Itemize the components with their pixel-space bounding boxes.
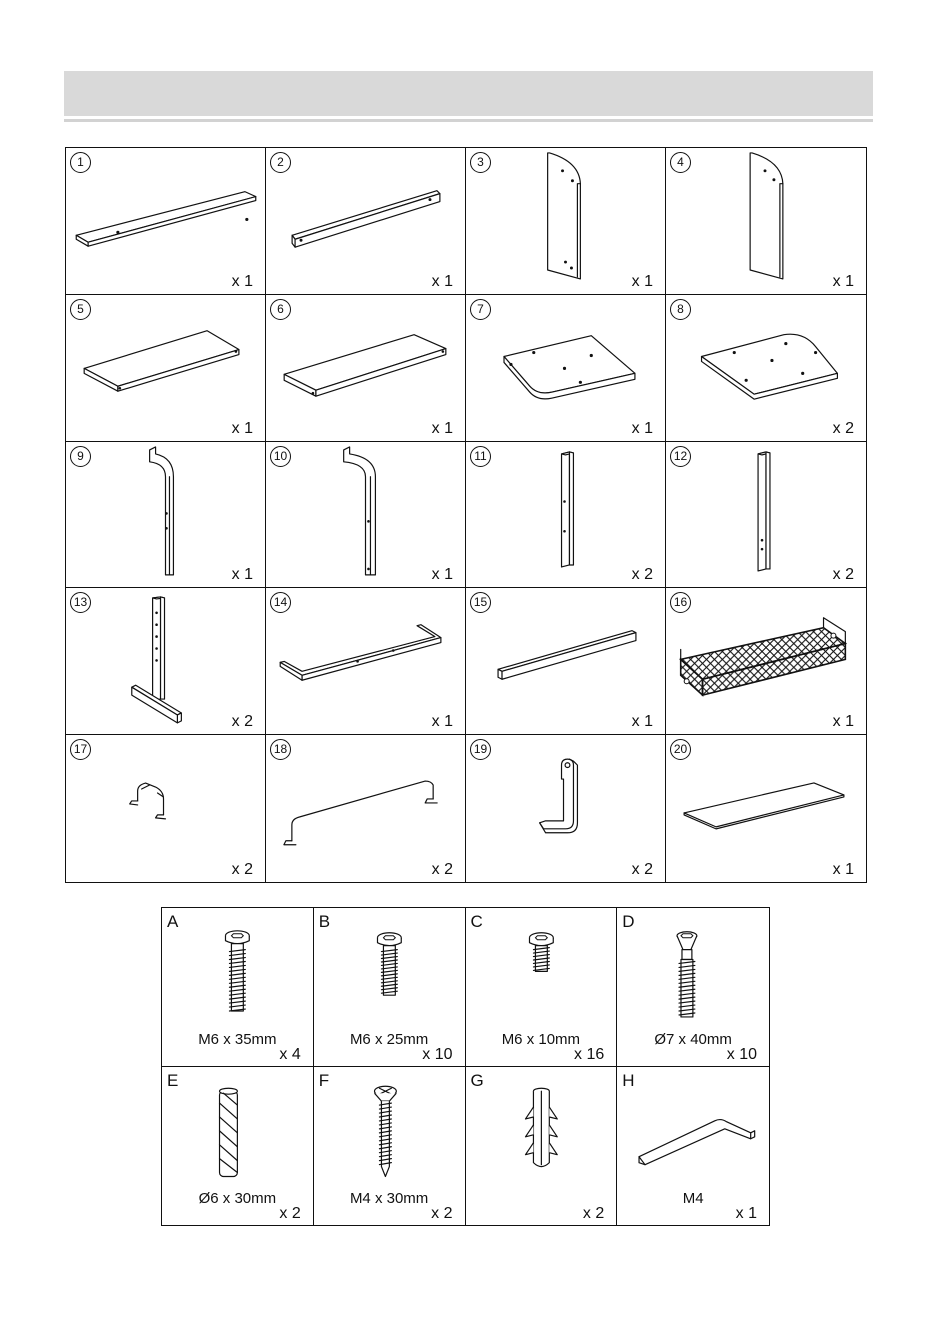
- part-quantity: x 1: [631, 419, 653, 437]
- hardware-letter: D: [622, 912, 635, 931]
- part-cell-20: [666, 735, 866, 882]
- part-cell-1: [66, 148, 266, 295]
- hardware-quantity: x 2: [279, 1205, 301, 1222]
- part-quantity: x 1: [832, 713, 854, 731]
- hardware-quantity: x 1: [735, 1205, 757, 1222]
- part-quantity: x 1: [231, 419, 253, 437]
- hardware-quantity: x 2: [431, 1205, 453, 1222]
- hardware-size: Ø7 x 40mm: [654, 1031, 732, 1048]
- part-number: 10: [270, 446, 291, 467]
- part-quantity: x 2: [631, 861, 653, 878]
- part-cell-4: [666, 148, 866, 295]
- part-number: 5: [70, 299, 91, 320]
- part-cell-16: [666, 588, 866, 735]
- part-cell-18: [266, 735, 466, 882]
- part-cell-2: [266, 148, 466, 295]
- part-quantity: x 1: [832, 861, 854, 878]
- hardware-letter: B: [318, 912, 331, 931]
- part-number: 2: [270, 152, 291, 173]
- part-number: 16: [670, 592, 691, 613]
- hardware-cell-a: [162, 908, 314, 1067]
- part-quantity: x 1: [431, 272, 453, 290]
- hardware-letter: H: [622, 1070, 635, 1090]
- part-quantity: x 1: [431, 419, 453, 437]
- hardware-cell-b: [314, 908, 466, 1067]
- hardware-letter: G: [470, 1070, 484, 1090]
- part-cell-3: [466, 148, 666, 295]
- part-cell-8: [666, 295, 866, 442]
- part-number: 18: [270, 739, 291, 760]
- part-cell-6: [266, 295, 466, 442]
- part-quantity: x 1: [631, 272, 653, 290]
- hardware-letter: E: [167, 1070, 179, 1090]
- hardware-cell-h: [617, 1067, 769, 1226]
- part-quantity: x 2: [231, 861, 253, 878]
- small-handle-icon: [66, 735, 265, 882]
- hardware-size: M6 x 10mm: [501, 1031, 581, 1048]
- part-number: 14: [270, 592, 291, 613]
- part-quantity: x 1: [231, 272, 253, 290]
- hardware-letter: C: [470, 912, 483, 931]
- part-number: 9: [70, 446, 91, 467]
- hardware-cell-c: [466, 908, 618, 1067]
- section-header-bar: [64, 71, 873, 116]
- hardware-letter: F: [318, 1070, 330, 1090]
- part-quantity: x 2: [832, 419, 854, 437]
- hardware-quantity: x 10: [726, 1045, 757, 1063]
- hardware-quantity: x 4: [279, 1045, 301, 1063]
- part-cell-5: [66, 295, 266, 442]
- part-number: 20: [670, 739, 691, 760]
- hardware-cell-g: [466, 1067, 618, 1226]
- part-number: 7: [470, 299, 491, 320]
- hardware-size: M6 x 25mm: [349, 1031, 429, 1048]
- part-cell-14: [266, 588, 466, 735]
- part-number: 15: [470, 592, 491, 613]
- header-divider: [64, 119, 873, 122]
- part-number: 6: [270, 299, 291, 320]
- hardware-size: M4 x 30mm: [349, 1189, 429, 1207]
- part-quantity: x 1: [832, 272, 854, 290]
- hardware-size: Ø6 x 30mm: [198, 1189, 277, 1207]
- part-number: 1: [70, 152, 91, 173]
- part-quantity: x 2: [631, 566, 653, 584]
- hardware-cell-f: [314, 1067, 466, 1226]
- part-number: 17: [70, 739, 91, 760]
- hardware-quantity: x 16: [574, 1045, 605, 1063]
- part-quantity: x 1: [631, 713, 653, 731]
- part-number: 3: [470, 152, 491, 173]
- part-cell-9: [66, 442, 266, 589]
- part-number: 19: [470, 739, 491, 760]
- part-quantity: x 2: [231, 713, 253, 731]
- part-cell-12: [666, 442, 866, 589]
- part-quantity: x 1: [231, 566, 253, 584]
- parts-list-grid: [65, 147, 867, 883]
- hardware-cell-d: [617, 908, 769, 1067]
- hardware-list-grid: [161, 907, 770, 1226]
- part-quantity: x 1: [431, 566, 453, 584]
- mat-icon: [666, 735, 866, 882]
- part-cell-10: [266, 442, 466, 589]
- long-handle-icon: [266, 735, 465, 882]
- wall-plug-icon: [466, 1067, 617, 1226]
- part-number: 8: [670, 299, 691, 320]
- part-number: 4: [670, 152, 691, 173]
- part-cell-15: [466, 588, 666, 735]
- hardware-quantity: x 10: [422, 1045, 453, 1063]
- part-cell-11: [466, 442, 666, 589]
- hardware-letter: A: [167, 912, 179, 931]
- hardware-cell-e: [162, 1067, 314, 1226]
- hook-icon: [466, 735, 665, 882]
- part-quantity: x 2: [431, 861, 453, 878]
- part-number: 11: [470, 446, 491, 467]
- part-cell-7: [466, 295, 666, 442]
- part-cell-19: [466, 735, 666, 882]
- part-number: 12: [670, 446, 691, 467]
- hardware-quantity: x 2: [582, 1205, 605, 1222]
- part-cell-13: [66, 588, 266, 735]
- hardware-size: M4: [682, 1189, 704, 1207]
- part-number: 13: [70, 592, 91, 613]
- part-cell-17: [66, 735, 266, 882]
- part-quantity: x 2: [832, 566, 854, 584]
- part-quantity: x 1: [431, 713, 453, 731]
- hardware-size: M6 x 35mm: [198, 1031, 277, 1048]
